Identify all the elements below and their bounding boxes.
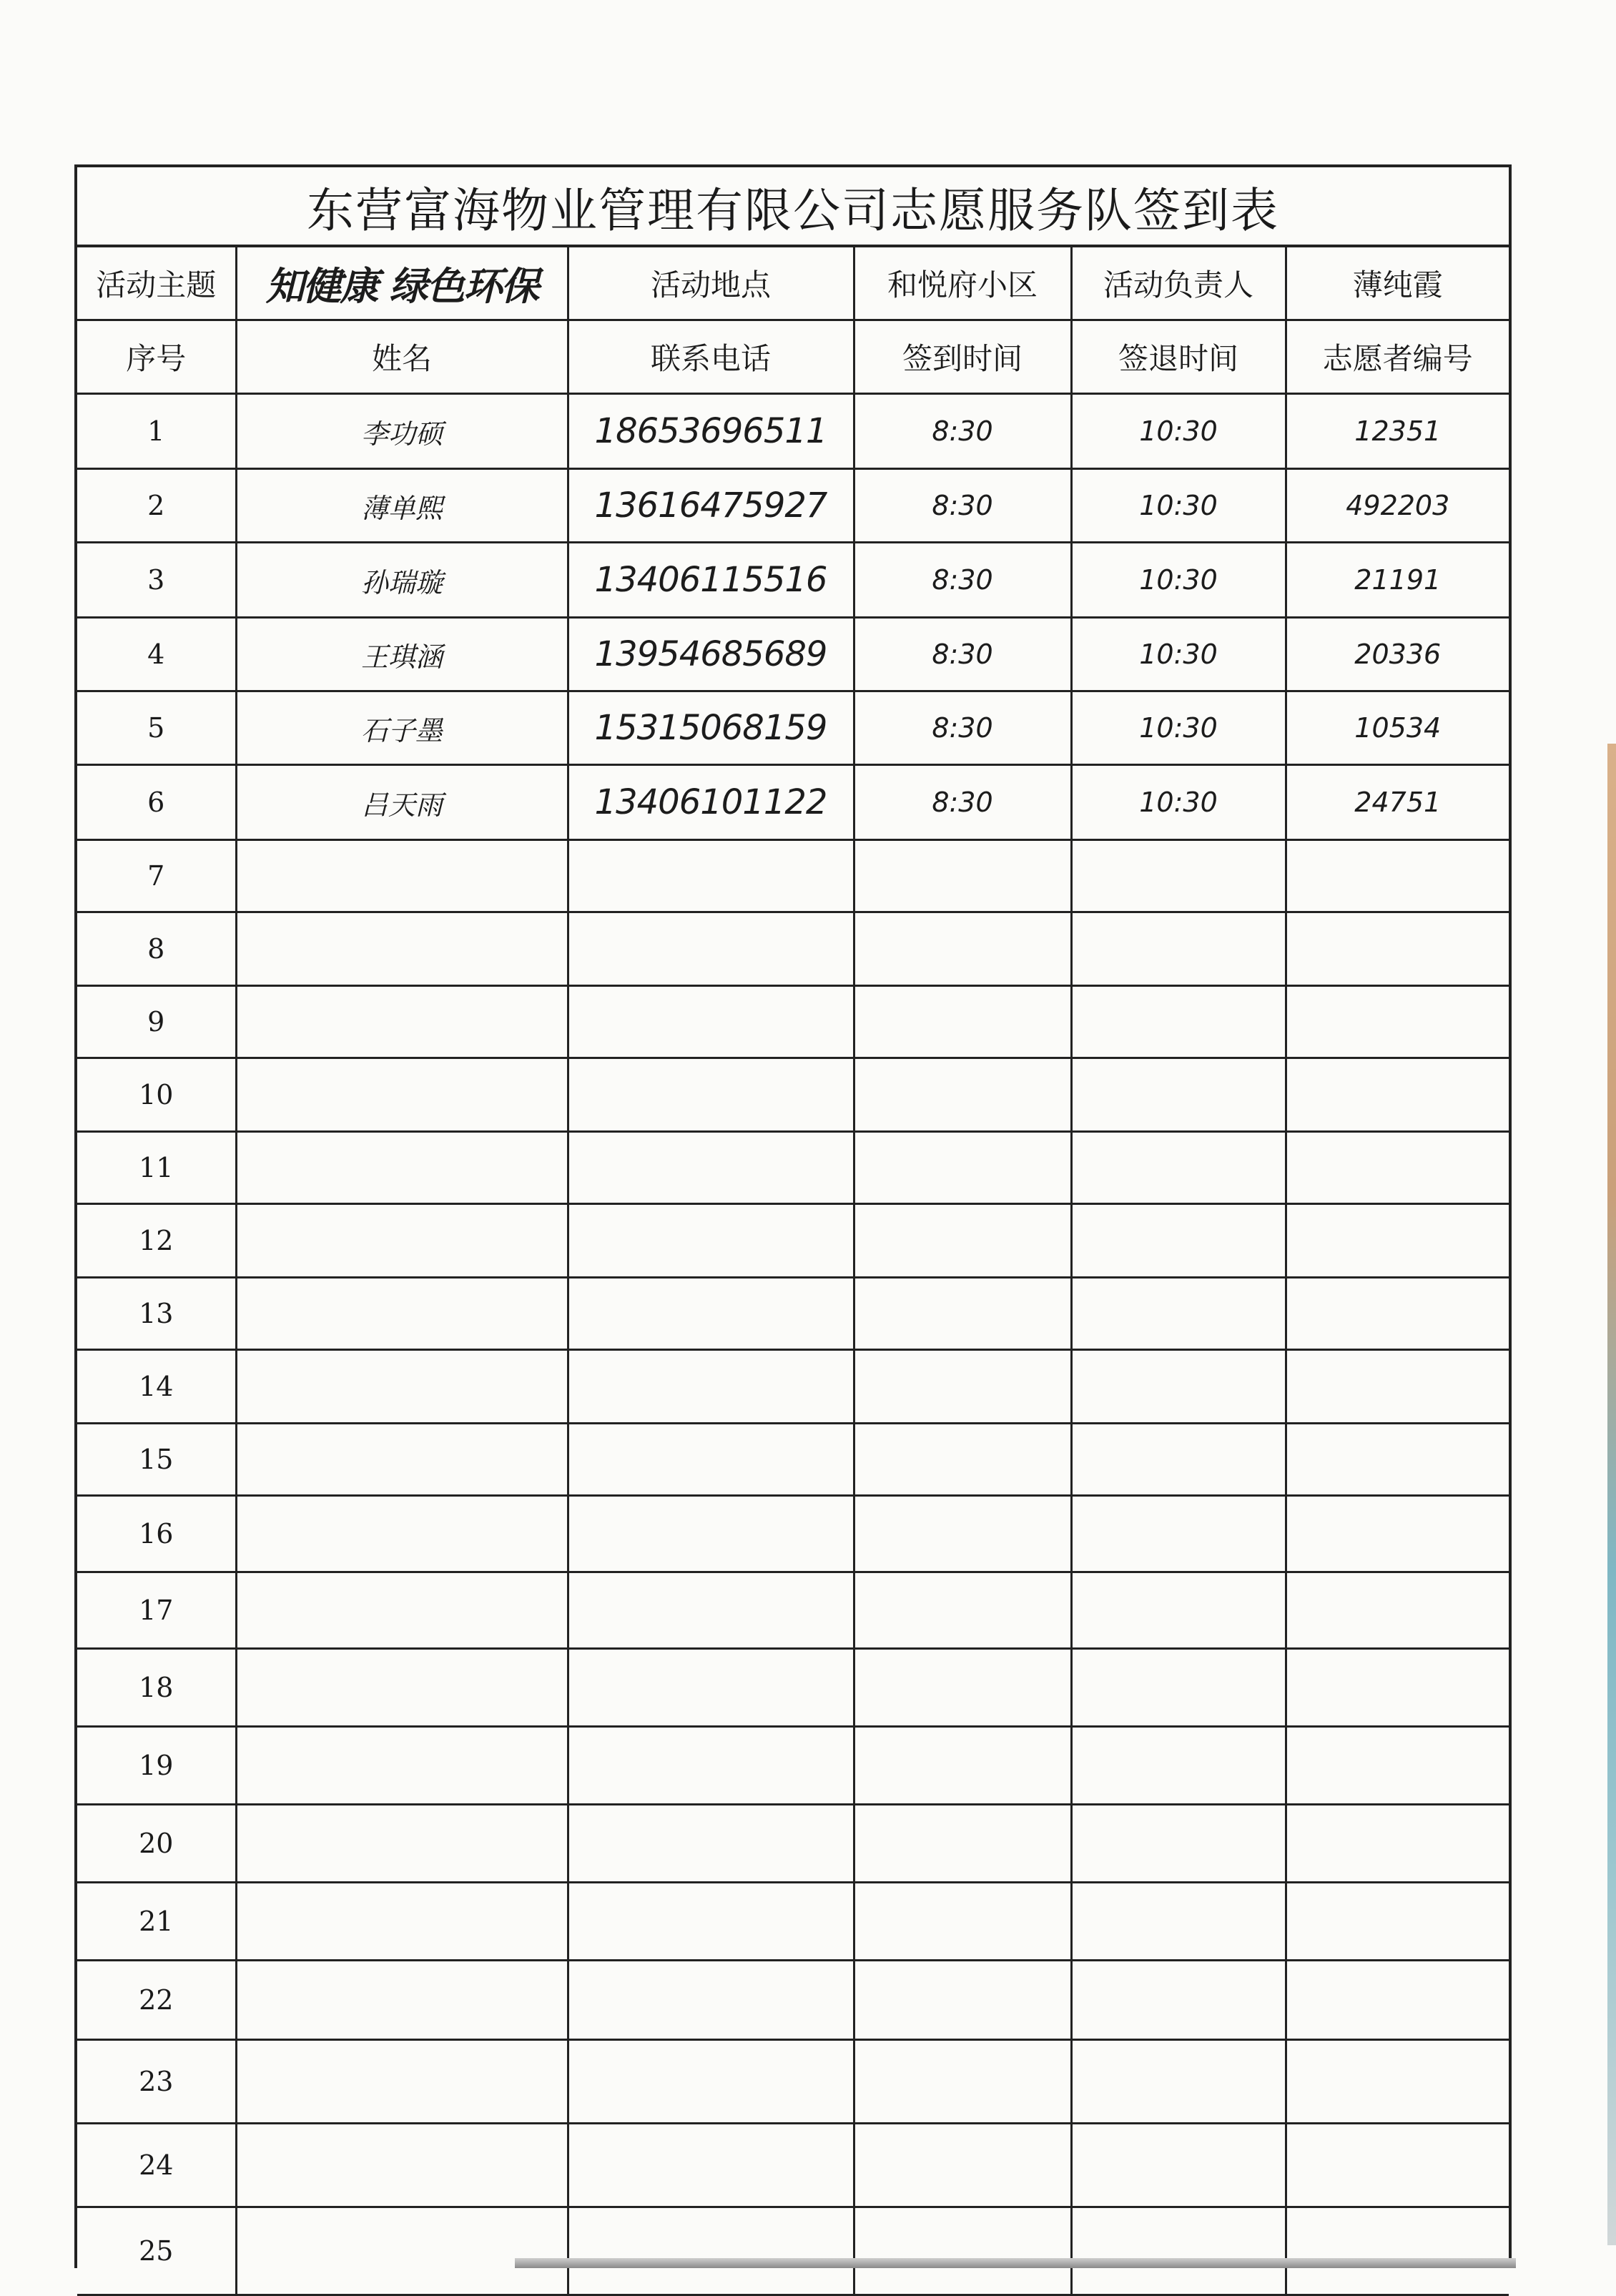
row-phone: [568, 1727, 854, 1805]
row-checkout: [1071, 1961, 1286, 2040]
row-seq: 4: [77, 618, 236, 691]
row-checkin: 8:30: [854, 618, 1071, 691]
row-seq: 19: [77, 1727, 236, 1805]
row-seq: 5: [77, 691, 236, 765]
row-name: [236, 1424, 568, 1496]
table-row: [77, 1132, 1509, 1204]
row-phone: 13954685689: [568, 618, 854, 691]
row-checkout: [1071, 1883, 1286, 1961]
row-name: [236, 1278, 568, 1350]
row-checkout: [1071, 2207, 1286, 2295]
row-volunteer-id: [1286, 1350, 1509, 1424]
row-checkout: [1071, 1058, 1286, 1132]
row-volunteer-id: 20336: [1286, 618, 1509, 691]
table-row: [77, 765, 1509, 840]
col-phone-header: 联系电话: [568, 320, 854, 394]
table-row: [77, 1424, 1509, 1496]
theme-value: 知健康 绿色环保: [236, 247, 568, 320]
row-seq: 16: [77, 1496, 236, 1572]
table-row: [77, 1350, 1509, 1424]
row-checkout: 10:30: [1071, 618, 1286, 691]
row-phone: [568, 1132, 854, 1204]
row-phone: [568, 840, 854, 912]
row-seq: 2: [77, 469, 236, 543]
row-checkout: [1071, 1649, 1286, 1727]
table-row: [77, 469, 1509, 543]
row-checkin: [854, 1424, 1071, 1496]
row-name: 李功硕: [236, 394, 568, 469]
row-volunteer-id: [1286, 1727, 1509, 1805]
row-seq: 14: [77, 1350, 236, 1424]
row-seq: 8: [77, 912, 236, 986]
row-seq: 3: [77, 543, 236, 618]
row-name: 王琪涵: [236, 618, 568, 691]
column-header-row: [77, 320, 1509, 394]
row-name: [236, 1496, 568, 1572]
row-checkin: [854, 1727, 1071, 1805]
row-seq: 10: [77, 1058, 236, 1132]
row-seq: 12: [77, 1204, 236, 1278]
row-seq: 7: [77, 840, 236, 912]
row-name: [236, 1727, 568, 1805]
table-row: [77, 2040, 1509, 2124]
row-checkin: [854, 1278, 1071, 1350]
row-name: [236, 840, 568, 912]
row-checkout: [1071, 1572, 1286, 1649]
row-volunteer-id: [1286, 2207, 1509, 2295]
row-phone: [568, 1424, 854, 1496]
row-seq: 23: [77, 2040, 236, 2124]
row-checkin: [854, 2207, 1071, 2295]
row-checkin: 8:30: [854, 469, 1071, 543]
row-name: [236, 986, 568, 1058]
row-volunteer-id: 21191: [1286, 543, 1509, 618]
row-name: [236, 1350, 568, 1424]
row-checkin: [854, 1805, 1071, 1883]
leader-value: 薄纯霞: [1286, 247, 1509, 320]
col-checkin-header: 签到时间: [854, 320, 1071, 394]
row-checkin: [854, 1132, 1071, 1204]
table-row: [77, 986, 1509, 1058]
row-phone: [568, 1649, 854, 1727]
row-volunteer-id: [1286, 1058, 1509, 1132]
row-volunteer-id: 12351: [1286, 394, 1509, 469]
row-checkout: [1071, 1424, 1286, 1496]
row-name: [236, 912, 568, 986]
row-seq: 11: [77, 1132, 236, 1204]
row-checkout: [1071, 912, 1286, 986]
row-phone: [568, 2124, 854, 2207]
table-row: [77, 1961, 1509, 2040]
row-phone: [568, 1350, 854, 1424]
background-edge: [1607, 744, 1616, 2245]
row-checkin: 8:30: [854, 394, 1071, 469]
table-row: [77, 1649, 1509, 1727]
table-row: [77, 1496, 1509, 1572]
table-row: [77, 691, 1509, 765]
col-name-header: 姓名: [236, 320, 568, 394]
row-volunteer-id: [1286, 1278, 1509, 1350]
row-checkout: 10:30: [1071, 765, 1286, 840]
row-name: [236, 1883, 568, 1961]
sheet-title: 东营富海物业管理有限公司志愿服务队签到表: [77, 167, 1509, 247]
row-checkout: [1071, 1350, 1286, 1424]
row-seq: 18: [77, 1649, 236, 1727]
col-seq-header: 序号: [77, 320, 236, 394]
row-checkout: [1071, 986, 1286, 1058]
row-volunteer-id: [1286, 2124, 1509, 2207]
theme-label: 活动主题: [77, 247, 236, 320]
row-name: [236, 1058, 568, 1132]
row-checkout: 10:30: [1071, 543, 1286, 618]
row-phone: 18653696511: [568, 394, 854, 469]
row-volunteer-id: 10534: [1286, 691, 1509, 765]
row-phone: [568, 1572, 854, 1649]
table-row: [77, 1058, 1509, 1132]
row-checkout: [1071, 2124, 1286, 2207]
row-volunteer-id: 492203: [1286, 469, 1509, 543]
row-name: [236, 1204, 568, 1278]
row-phone: [568, 2040, 854, 2124]
table-row: [77, 1204, 1509, 1278]
row-checkin: [854, 1350, 1071, 1424]
table-row: [77, 2207, 1509, 2295]
row-name: [236, 1572, 568, 1649]
row-volunteer-id: [1286, 1961, 1509, 2040]
row-volunteer-id: [1286, 986, 1509, 1058]
location-value: 和悦府小区: [854, 247, 1071, 320]
row-name: [236, 1805, 568, 1883]
row-volunteer-id: [1286, 1496, 1509, 1572]
table-row: [77, 543, 1509, 618]
row-volunteer-id: [1286, 1649, 1509, 1727]
row-volunteer-id: [1286, 1132, 1509, 1204]
row-seq: 25: [77, 2207, 236, 2295]
row-checkout: 10:30: [1071, 394, 1286, 469]
row-checkin: [854, 1649, 1071, 1727]
table-row: [77, 1883, 1509, 1961]
row-phone: 13616475927: [568, 469, 854, 543]
row-phone: [568, 1805, 854, 1883]
row-checkin: [854, 1058, 1071, 1132]
row-name: 吕天雨: [236, 765, 568, 840]
row-seq: 21: [77, 1883, 236, 1961]
row-name: [236, 2124, 568, 2207]
row-name: 孙瑞璇: [236, 543, 568, 618]
row-phone: [568, 1961, 854, 2040]
row-seq: 13: [77, 1278, 236, 1350]
row-phone: [568, 1058, 854, 1132]
row-volunteer-id: [1286, 1204, 1509, 1278]
table-row: [77, 1572, 1509, 1649]
row-phone: [568, 912, 854, 986]
row-checkin: [854, 1204, 1071, 1278]
row-phone: [568, 1278, 854, 1350]
row-volunteer-id: [1286, 2040, 1509, 2124]
row-volunteer-id: 24751: [1286, 765, 1509, 840]
row-checkin: [854, 1496, 1071, 1572]
row-checkin: [854, 2124, 1071, 2207]
table-row: [77, 1805, 1509, 1883]
sign-in-table: [77, 247, 1509, 2296]
row-checkout: [1071, 840, 1286, 912]
row-name: 薄单熙: [236, 469, 568, 543]
row-name: 石子墨: [236, 691, 568, 765]
row-volunteer-id: [1286, 912, 1509, 986]
row-phone: [568, 1883, 854, 1961]
row-checkout: [1071, 1278, 1286, 1350]
row-checkout: [1071, 1727, 1286, 1805]
row-volunteer-id: [1286, 1805, 1509, 1883]
row-checkin: 8:30: [854, 765, 1071, 840]
row-phone: [568, 1496, 854, 1572]
page-shadow: [515, 2258, 1516, 2268]
row-seq: 17: [77, 1572, 236, 1649]
row-seq: 6: [77, 765, 236, 840]
table-row: [77, 1278, 1509, 1350]
row-checkout: 10:30: [1071, 469, 1286, 543]
row-checkin: 8:30: [854, 543, 1071, 618]
row-checkin: [854, 1883, 1071, 1961]
col-checkout-header: 签退时间: [1071, 320, 1286, 394]
location-label: 活动地点: [568, 247, 854, 320]
row-phone: [568, 1204, 854, 1278]
row-name: [236, 2040, 568, 2124]
row-volunteer-id: [1286, 1883, 1509, 1961]
col-volunteer-id-header: 志愿者编号: [1286, 320, 1509, 394]
table-row: [77, 1727, 1509, 1805]
activity-info-row: [77, 247, 1509, 320]
row-checkin: [854, 912, 1071, 986]
row-seq: 9: [77, 986, 236, 1058]
table-row: [77, 394, 1509, 469]
table-row: [77, 618, 1509, 691]
row-checkout: [1071, 1132, 1286, 1204]
row-phone: 13406101122: [568, 765, 854, 840]
row-checkin: [854, 2040, 1071, 2124]
sign-in-sheet: [74, 164, 1512, 2268]
row-checkin: [854, 1961, 1071, 2040]
row-checkout: [1071, 2040, 1286, 2124]
row-volunteer-id: [1286, 840, 1509, 912]
row-phone: 13406115516: [568, 543, 854, 618]
row-checkout: [1071, 1204, 1286, 1278]
row-checkout: 10:30: [1071, 691, 1286, 765]
row-seq: 15: [77, 1424, 236, 1496]
row-seq: 1: [77, 394, 236, 469]
row-checkin: 8:30: [854, 691, 1071, 765]
row-volunteer-id: [1286, 1424, 1509, 1496]
row-checkin: [854, 986, 1071, 1058]
row-checkout: [1071, 1496, 1286, 1572]
row-volunteer-id: [1286, 1572, 1509, 1649]
row-seq: 24: [77, 2124, 236, 2207]
row-checkout: [1071, 1805, 1286, 1883]
row-name: [236, 1132, 568, 1204]
row-name: [236, 1961, 568, 2040]
row-phone: [568, 986, 854, 1058]
table-row: [77, 840, 1509, 912]
row-checkin: [854, 840, 1071, 912]
row-seq: 20: [77, 1805, 236, 1883]
leader-label: 活动负责人: [1071, 247, 1286, 320]
row-phone: 15315068159: [568, 691, 854, 765]
row-phone: [568, 2207, 854, 2295]
row-name: [236, 2207, 568, 2295]
row-seq: 22: [77, 1961, 236, 2040]
row-checkin: [854, 1572, 1071, 1649]
row-name: [236, 1649, 568, 1727]
table-row: [77, 912, 1509, 986]
table-row: [77, 2124, 1509, 2207]
